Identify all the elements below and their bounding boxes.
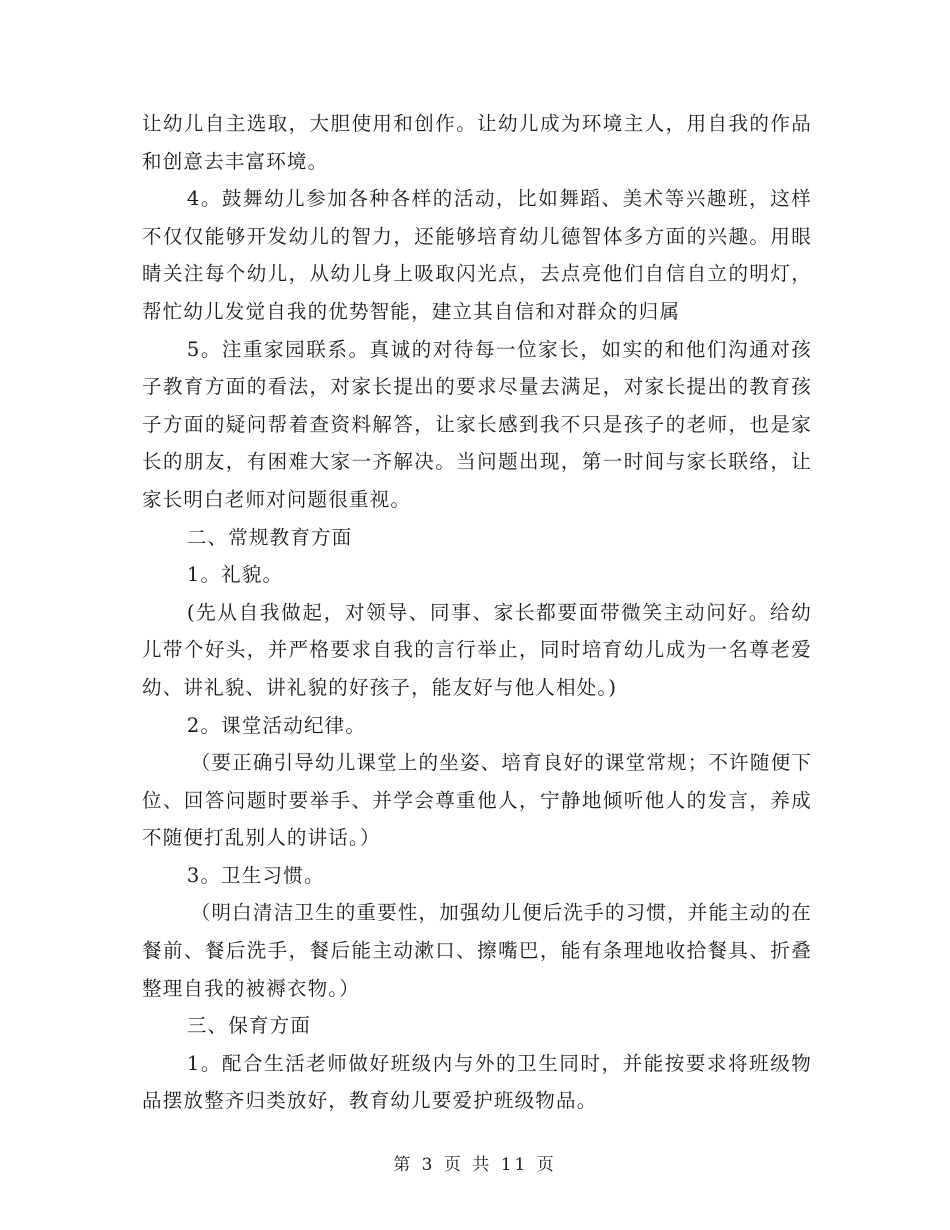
subheading-hygiene-habits: 3。卫生习惯。: [186, 863, 325, 887]
paragraph-item-5: 5。注重家园联系。真诚的对待每一位家长，如实的和他们沟通对孩子教育方面的看法，对家长提出的要求尽量去满足，对家长提出的教育孩子方面的疑问帮着查资料解答，让家长感到我不只是孩子的老师，也是家长的朋友，有困难大家一齐解决。当问题出现，第一时间与家长联络，让家长明白老师对问题很重视。: [142, 337, 812, 511]
paragraph-courtesy: (先从自我做起，对领导、同事、家长都要面带微笑主动问好。给幼儿带个好头，并严格要求自我的言行举止，同时培育幼儿成为一名尊老爱幼、讲礼貌、讲礼貌的好孩子，能友好与他人相处。): [142, 600, 812, 699]
paragraph-classroom-discipline: （要正确引导幼儿课堂上的坐姿、培育良好的课堂常规；不许随便下位、回答问题时要举手、并学会尊重他人，宁静地倾听他人的发言，养成不随便打乱别人的讲话。）: [142, 751, 812, 850]
subheading-classroom-discipline: 2。课堂活动纪律。: [186, 713, 367, 737]
document-body: [142, 105, 812, 1120]
subheading-courtesy: 1。礼貌。: [186, 563, 284, 587]
paragraph-childcare-1: 1。配合生活老师做好班级内与外的卫生同时，并能按要求将班级物品摆放整齐归类放好，教育幼儿要爱护班级物品。: [142, 1051, 812, 1113]
section-heading-childcare: 三、保育方面: [186, 1014, 312, 1038]
paragraph-item-4: 4。鼓舞幼儿参加各种各样的活动，比如舞蹈、美术等兴趣班，这样不仅仅能够开发幼儿的智力，还能够培育幼儿德智体多方面的兴趣。用眼睛关注每个幼儿，从幼儿身上吸取闪光点，去点亮他们自信自立的明灯，帮忙幼儿发觉自我的优势智能，建立其自信和对群众的归属: [142, 187, 812, 323]
page-number-footer: 第 3 页 共 11 页: [393, 1155, 557, 1175]
paragraph-1: 让幼儿自主选取，大胆使用和创作。让幼儿成为环境主人，用自我的作品和创意去丰富环境。: [142, 112, 812, 173]
section-heading-routine-education: 二、常规教育方面: [186, 525, 353, 549]
paragraph-hygiene-habits: （明白清洁卫生的重要性，加强幼儿便后洗手的习惯，并能主动的在餐前、餐后洗手，餐后能主动漱口、擦嘴巴，能有条理地收拾餐具、折叠整理自我的被褥衣物。）: [142, 901, 812, 1000]
